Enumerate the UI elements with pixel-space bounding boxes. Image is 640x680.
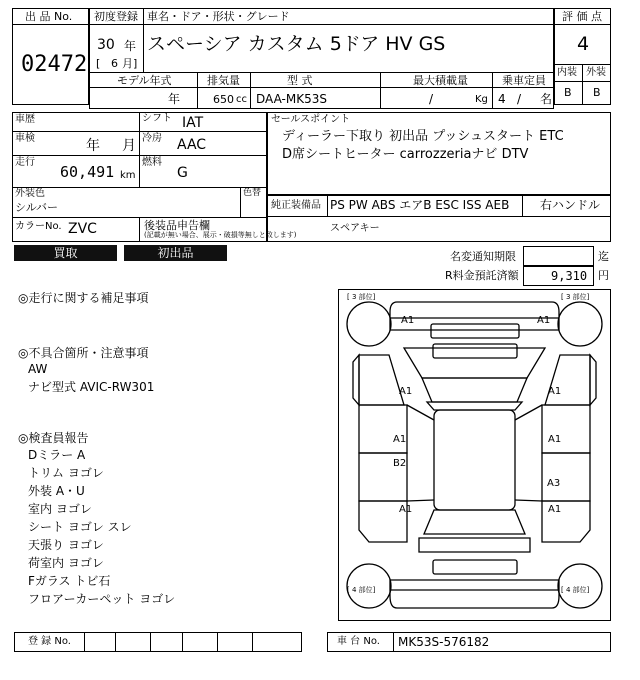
inspector-item: フロアーカーペット ヨゴレ <box>28 592 176 606</box>
front-left-fender <box>359 355 404 405</box>
chassis-label: 車 台 No. <box>337 636 380 647</box>
damage-mark-rear-right-door: A3 <box>547 478 561 489</box>
recycle-fee: 9,310 <box>551 269 588 283</box>
front-left-mirror <box>353 355 359 405</box>
buy-badge: 買取 <box>14 245 117 261</box>
damage-mark-front-bumper-left: A1 <box>401 315 415 326</box>
aftermarket-value-box <box>267 217 611 242</box>
defect-item: AW <box>28 362 48 376</box>
damage-mark-front-right-door: A1 <box>548 434 562 445</box>
mileage: 60,491 <box>60 163 115 181</box>
interior-score: B <box>564 86 572 99</box>
first-reg-label: 初度登録 <box>94 10 138 23</box>
capacity: 4 <box>498 92 506 106</box>
model-code: DAA-MK53S <box>256 92 327 106</box>
damage-mark-front-right-fender: A1 <box>548 386 562 397</box>
aftermarket-value: スペアキー <box>330 223 380 234</box>
front-right-door <box>542 405 590 453</box>
hood <box>404 348 545 378</box>
tire-tread-fl: [ 3 部位] <box>347 293 376 301</box>
fuel-value: G <box>177 165 188 181</box>
damage-mark-front-left-fender: A1 <box>399 386 413 397</box>
first-reg-month: 6 <box>111 57 118 70</box>
rear-window <box>424 510 525 534</box>
front-plate <box>433 344 517 358</box>
rear-right-door <box>542 453 590 501</box>
tire-front-left <box>347 302 391 346</box>
defects-title: ◎不具合箇所・注意事項 <box>18 346 149 360</box>
inspector-item: 天張り ヨゴレ <box>28 538 104 552</box>
tire-front-right <box>558 302 602 346</box>
car-diagram-svg <box>339 290 610 620</box>
exterior-score: B <box>593 86 601 99</box>
lot-number: 02472 <box>21 52 88 77</box>
inspector-item: 室内 ヨゴレ <box>28 502 92 516</box>
rear-plate <box>433 560 517 574</box>
name-label: 車名・ドア・形状・グレード <box>147 10 290 23</box>
defect-item: ナビ型式 AVIC-RW301 <box>28 380 155 394</box>
grade-score: 4 <box>577 33 590 55</box>
damage-mark-front-left-door: A1 <box>393 434 407 445</box>
damage-mark-rear-right-quarter: A1 <box>548 504 562 515</box>
inspector-title: ◎検査員報告 <box>18 431 89 445</box>
car-name: スペーシア カスタム 5ドア HV GS <box>147 33 446 55</box>
tire-tread-rr: [ 4 部位] <box>561 586 590 594</box>
registration-label: 登 録 No. <box>28 636 71 647</box>
damage-mark-rear-left-quarter: A1 <box>399 504 413 515</box>
rear-bumper <box>390 580 559 608</box>
lot-label: 出 品 No. <box>25 10 73 23</box>
front-right-fender <box>545 355 590 405</box>
tire-tread-rl: [ 4 部位] <box>347 586 376 594</box>
inspector-item: Dミラー A <box>28 448 86 462</box>
sales-point-line2: D席シートヒーター carrozzeriaナビ DTV <box>282 147 529 162</box>
first-reg-year: 30 <box>97 37 115 53</box>
roof-front-edge <box>427 402 522 410</box>
inspector-item: 外装 A・U <box>28 484 85 498</box>
front-bumper-outline <box>390 302 559 330</box>
front-left-door <box>359 405 407 453</box>
sales-point-line1: ディーラー下取り 初出品 プッシュスタート ETC <box>282 129 564 144</box>
displacement: 650 <box>213 93 234 106</box>
inspector-item: シート ヨゴレ スレ <box>28 520 132 534</box>
tailgate <box>419 538 530 552</box>
damage-diagram <box>338 289 611 621</box>
roof <box>434 410 515 510</box>
color-number: ZVC <box>68 221 97 237</box>
front-right-mirror <box>590 355 596 405</box>
inspector-item: Fガラス トビ石 <box>28 574 111 588</box>
ac-value: AAC <box>177 137 207 153</box>
windshield <box>422 378 527 402</box>
inspector-item: 荷室内 ヨゴレ <box>28 556 104 570</box>
inspector-item: トリム ヨゴレ <box>28 466 104 480</box>
first-listing-badge: 初出品 <box>124 245 227 261</box>
shift-value: IAT <box>182 115 204 131</box>
front-grille <box>431 324 519 338</box>
damage-mark-front-bumper-right: A1 <box>537 315 551 326</box>
tire-tread-fr: [ 3 部位] <box>561 293 590 301</box>
exterior-color: シルバー <box>15 201 58 214</box>
driving-notes-title: ◎走行に関する補足事項 <box>18 291 149 305</box>
chassis-number: MK53S-576182 <box>398 635 490 649</box>
steering-side: 右ハンドル <box>540 198 601 212</box>
equipment-list: PS PW ABS エアB ESC ISS AEB <box>330 198 510 212</box>
name-change-deadline <box>523 246 594 266</box>
damage-mark-rear-left-door: B2 <box>393 458 407 469</box>
